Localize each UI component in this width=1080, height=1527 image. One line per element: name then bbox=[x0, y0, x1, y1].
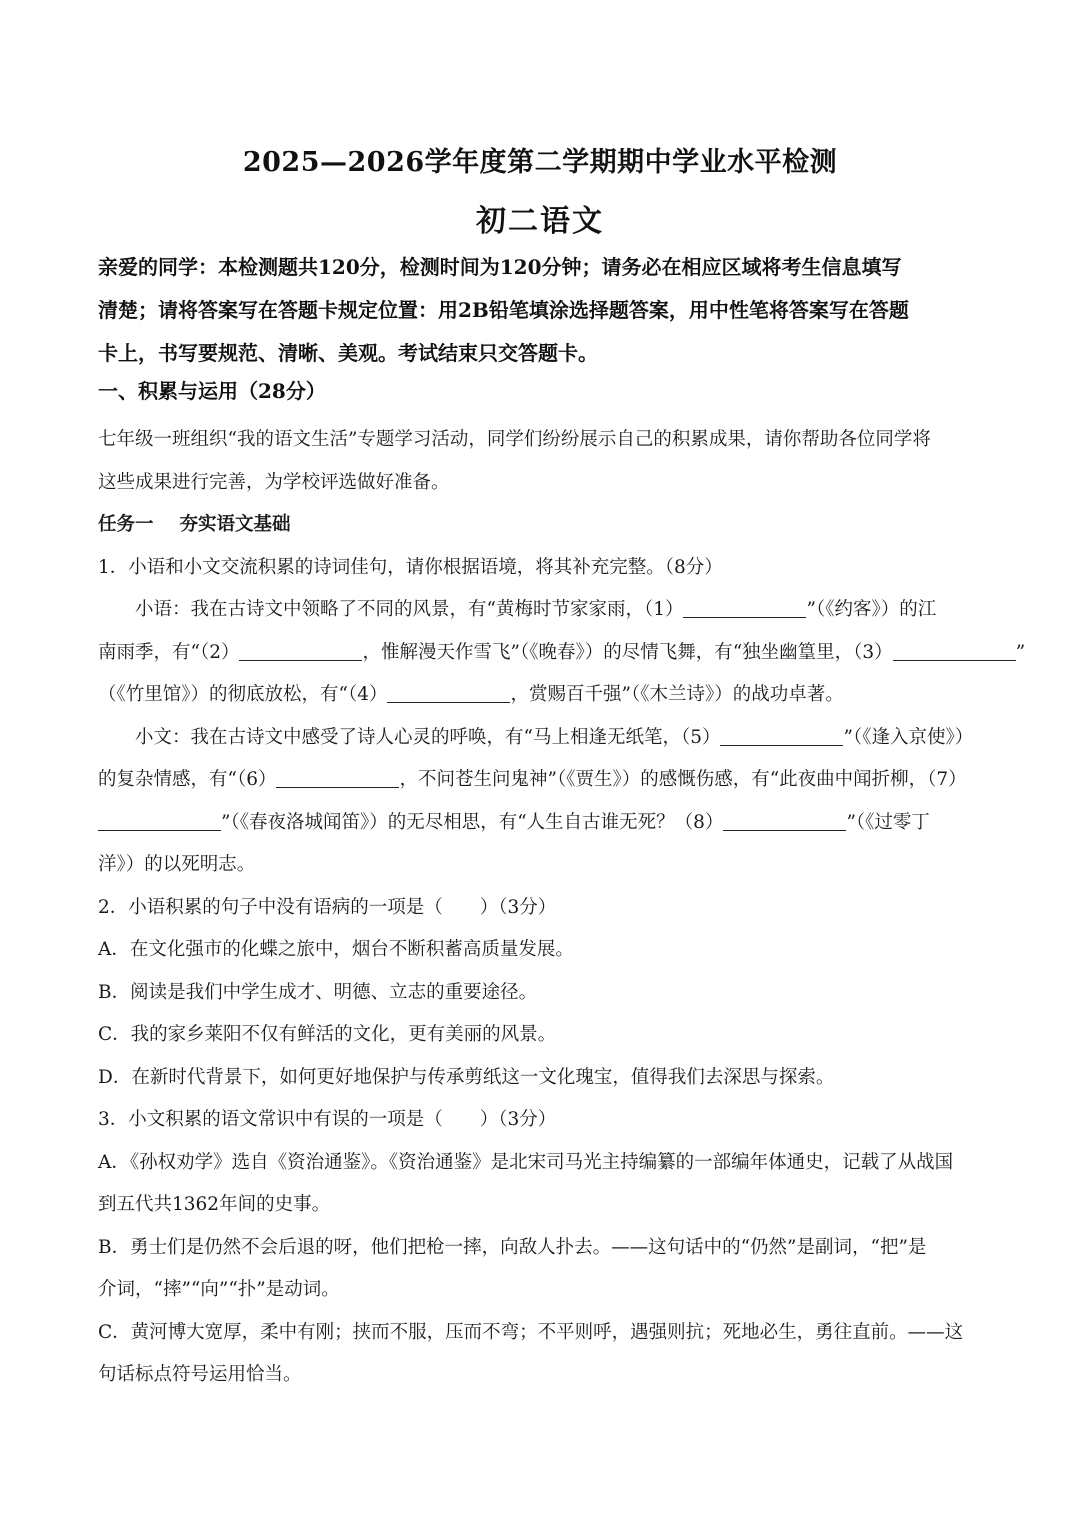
instruction-line: 亲爱的同学：本检测题共120分，检测时间为120分钟；请务必在相应区域将考生信息填写 bbox=[98, 255, 902, 279]
answer-blank-3[interactable] bbox=[893, 638, 1016, 661]
q1-line: 的复杂情感，有“（6） ，不问苍生问鬼神”（《贾生》）的感慨伤感，有“此夜曲中闻折柳，（7） bbox=[98, 759, 984, 802]
answer-blank-1[interactable] bbox=[683, 595, 806, 618]
question-3-stem: 3．小文积累的语文常识中有误的一项是（ ）（3分） bbox=[98, 1109, 557, 1130]
q3-option-c: C．黄河博大宽厚，柔中有刚；挟而不服，压而不弯；不平则呼，遇强则抗；死地必生，勇往直前。——这 bbox=[98, 1321, 964, 1343]
exam-subject: 初二语文 bbox=[476, 204, 604, 239]
section-intro bbox=[98, 419, 1026, 1397]
q1-line: 南雨季，有“（2） ，惟解漫天作雪飞”（《晚春》）的尽情飞舞，有“独坐幽篁里，（3） ” bbox=[98, 632, 984, 675]
question-1-stem: 1．小语和小文交流积累的诗词佳句，请你根据语境，将其补充完整。（8分） bbox=[98, 556, 723, 578]
q3-option-a-cont: 到五代共1362年间的史事。 bbox=[98, 1194, 331, 1215]
q2-option-d: D．在新时代背景下，如何更好地保护与传承剪纸这一文化瑰宝，值得我们去深思与探索。 bbox=[98, 1066, 835, 1088]
q3-option-c-cont: 句话标点符号运用恰当。 bbox=[98, 1364, 302, 1385]
q2-option-c: C．我的家乡莱阳不仅有鲜活的文化，更有美丽的风景。 bbox=[98, 1024, 557, 1045]
q3-option-a: A．《孙权劝学》选自《资治通鉴》。《资治通鉴》是北宋司马光主持编纂的一部编年体通史，记载了从战国 bbox=[98, 1151, 954, 1173]
answer-blank-2[interactable] bbox=[239, 638, 362, 661]
q1-line: （《竹里馆》）的彻底放松，有“（4） ，赏赐百千强”（《木兰诗》）的战功卓著。 bbox=[98, 674, 984, 717]
intro-line: 这些成果进行完善，为学校评选做好准备。 bbox=[98, 471, 450, 493]
task-heading bbox=[98, 504, 984, 547]
answer-blank-5[interactable] bbox=[720, 723, 843, 746]
task-name: 夯实语文基础 bbox=[179, 514, 291, 535]
exam-instructions bbox=[98, 246, 984, 375]
task-label: 任务一 bbox=[98, 514, 154, 535]
answer-blank-6[interactable] bbox=[276, 765, 399, 788]
intro-line: 七年级一班组织“我的语文生活”专题学习活动，同学们纷纷展示自己的积累成果，请你帮助各位同学将 bbox=[98, 429, 931, 450]
instruction-line: 卡上，书写要规范、清晰、美观。考试结束只交答题卡。 bbox=[98, 341, 598, 365]
q2-option-a: A．在文化强市的化蝶之旅中，烟台不断积蓄高质量发展。 bbox=[98, 939, 574, 960]
q3-option-b-cont: 介词，“摔”“向”“扑”是动词。 bbox=[98, 1279, 340, 1300]
question-2-stem: 2．小语积累的句子中没有语病的一项是（ ）（3分） bbox=[98, 896, 557, 918]
exam-title: 2025—2026学年度第二学期期中学业水平检测 bbox=[242, 147, 838, 178]
q1-line: ”（《春夜洛城闻笛》）的无尽相思，有“人生自古谁无死？（8） ”（《过零丁 bbox=[98, 802, 984, 845]
q1-line: 洋》）的以死明志。 bbox=[98, 854, 256, 875]
q1-line: 小文：我在古诗文中感受了诗人心灵的呼唤，有“马上相逢无纸笔，（5） ”（《逢入京使》） bbox=[98, 717, 984, 760]
section-heading: 一、积累与运用（28分） bbox=[98, 379, 326, 403]
answer-blank-8[interactable] bbox=[723, 808, 846, 831]
instruction-line: 清楚；请将答案写在答题卡规定位置：用2B铅笔填涂选择题答案，用中性笔将答案写在答题 bbox=[98, 298, 909, 322]
q1-line: 小语：我在古诗文中领略了不同的风景，有“黄梅时节家家雨，（1） ”（《约客》）的江 bbox=[98, 589, 984, 632]
answer-blank-4[interactable] bbox=[387, 680, 510, 703]
q2-option-b: B．阅读是我们中学生成才、明德、立志的重要途径。 bbox=[98, 981, 538, 1003]
answer-blank-7[interactable] bbox=[98, 808, 221, 831]
q3-option-b: B．勇士们是仍然不会后退的呀，他们把枪一摔，向敌人扑去。——这句话中的“仍然”是副词，“把”是 bbox=[98, 1236, 927, 1258]
